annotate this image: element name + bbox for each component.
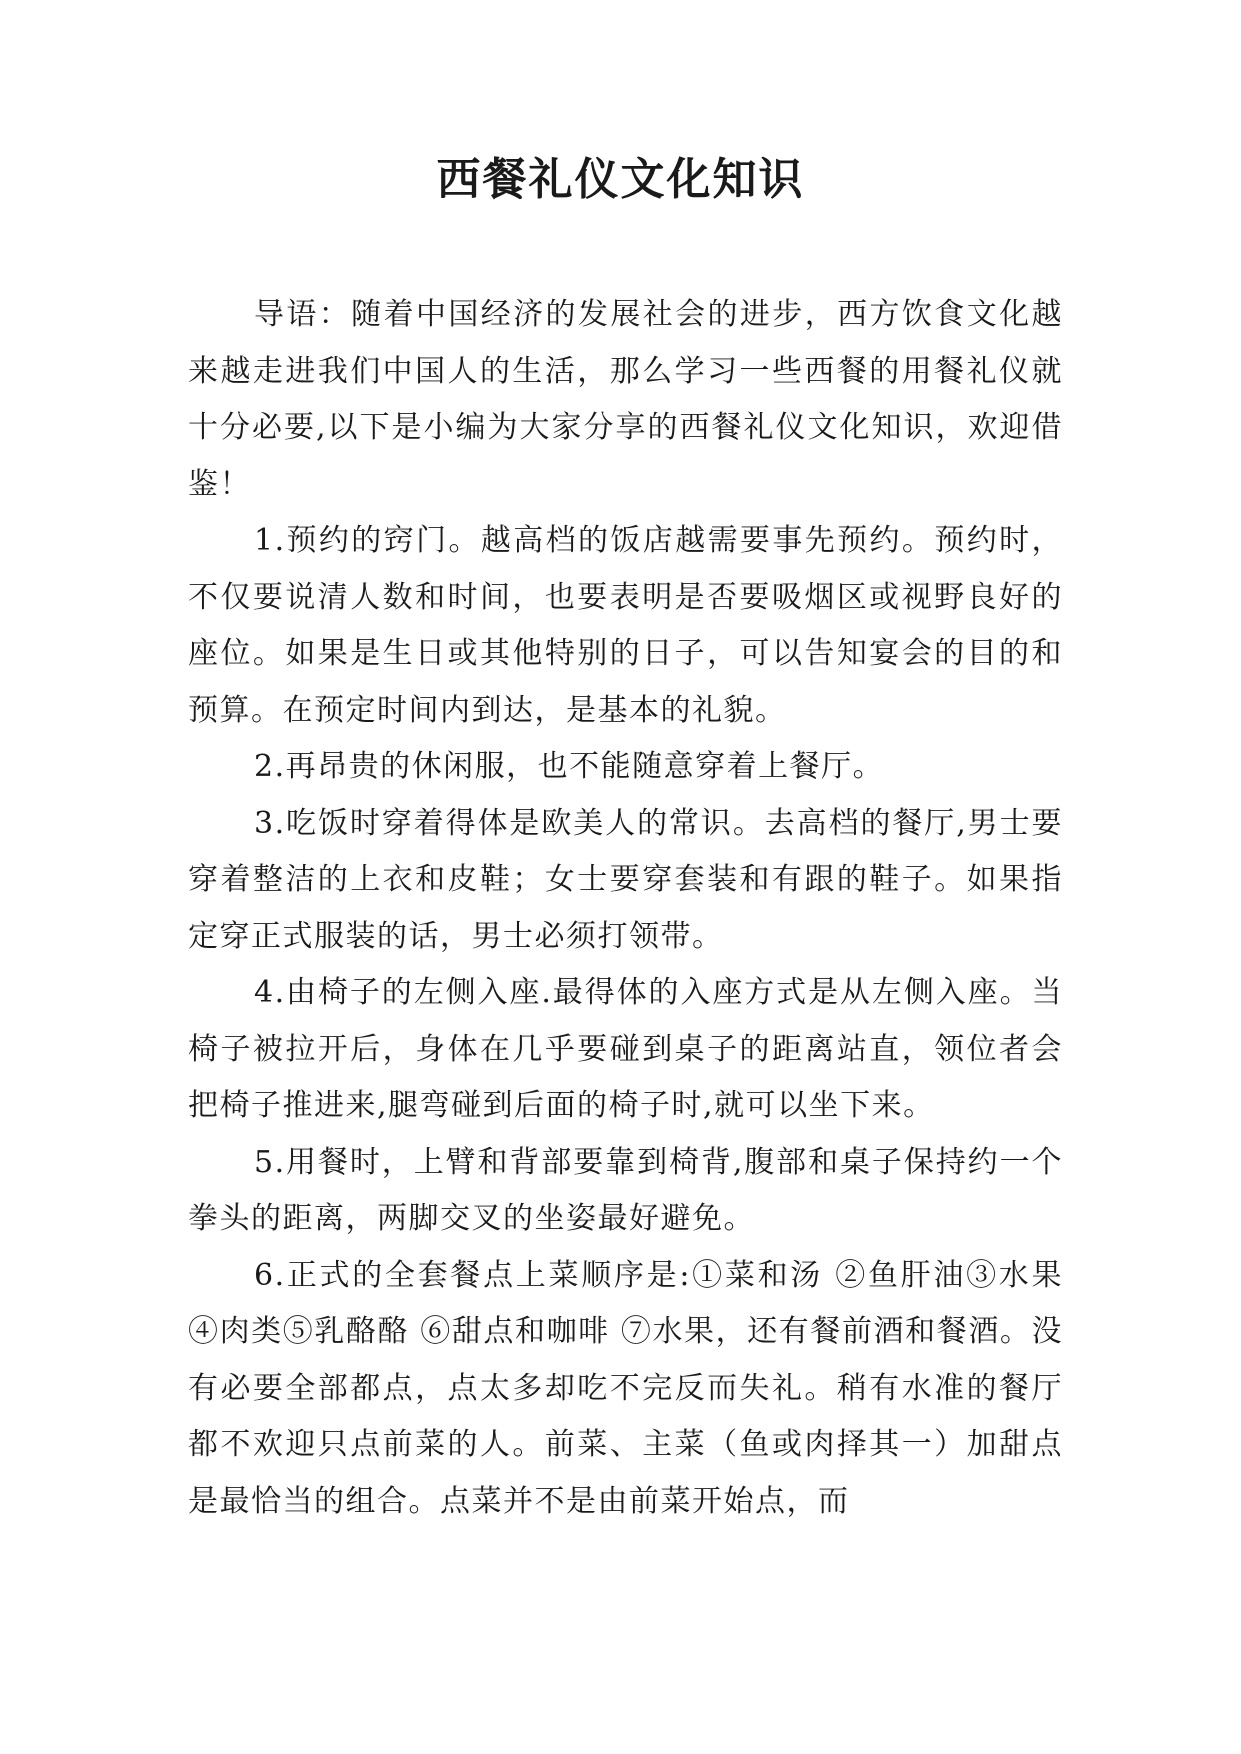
paragraph-6-course-order: 6.正式的全套餐点上菜顺序是:①菜和汤 ②鱼肝油③水果④肉类⑤乳酪酪 ⑥甜点和咖啡 ⑦水果，还有餐前酒和餐酒。没有必要全部都点，点太多却吃不完反而失礼。稍有水准的餐厅都不欢迎只点前菜的人。前菜、主菜（鱼或肉择其一）加甜点是最恰当的组合。点菜并不是由前菜开始点，而 bbox=[188, 1257, 1063, 1519]
paragraph-4-seating: 4.由椅子的左侧入座.最得体的入座方式是从左侧入座。当椅子被拉开后，身体在几乎要碰到桌子的距离站直，领位者会把椅子推进来,腿弯碰到后面的椅子时,就可以坐下来。 bbox=[188, 975, 1063, 1123]
page-title: 西餐礼仪文化知识 bbox=[436, 154, 805, 205]
paragraph-3-dress-code: 3.吃饭时穿着得体是欧美人的常识。去高档的餐厅,男士要穿着整洁的上衣和皮鞋；女士要穿套装和有跟的鞋子。如果指定穿正式服装的话，男士必须打领带。 bbox=[188, 805, 1063, 954]
document-body bbox=[188, 287, 1063, 1530]
paragraph-intro: 导语：随着中国经济的发展社会的进步，西方饮食文化越来越走进我们中国人的生活，那么学习一些西餐的用餐礼仪就十分必要,以下是小编为大家分享的西餐礼仪文化知识，欢迎借鉴！ bbox=[188, 297, 1063, 502]
paragraph-1-reservation: 1.预约的窍门。越高档的饭店越需要事先预约。预约时，不仅要说清人数和时间，也要表明是否要吸烟区或视野良好的座位。如果是生日或其他特别的日子，可以告知宴会的目的和预算。在预定时间内到达，是基本的礼貌。 bbox=[188, 523, 1063, 728]
paragraph-2-casual-wear: 2.再昂贵的休闲服，也不能随意穿着上餐厅。 bbox=[254, 749, 885, 784]
paragraph-5-posture: 5.用餐时，上臂和背部要靠到椅背,腹部和桌子保持约一个拳头的距离，两脚交叉的坐姿最好避免。 bbox=[188, 1144, 1063, 1236]
